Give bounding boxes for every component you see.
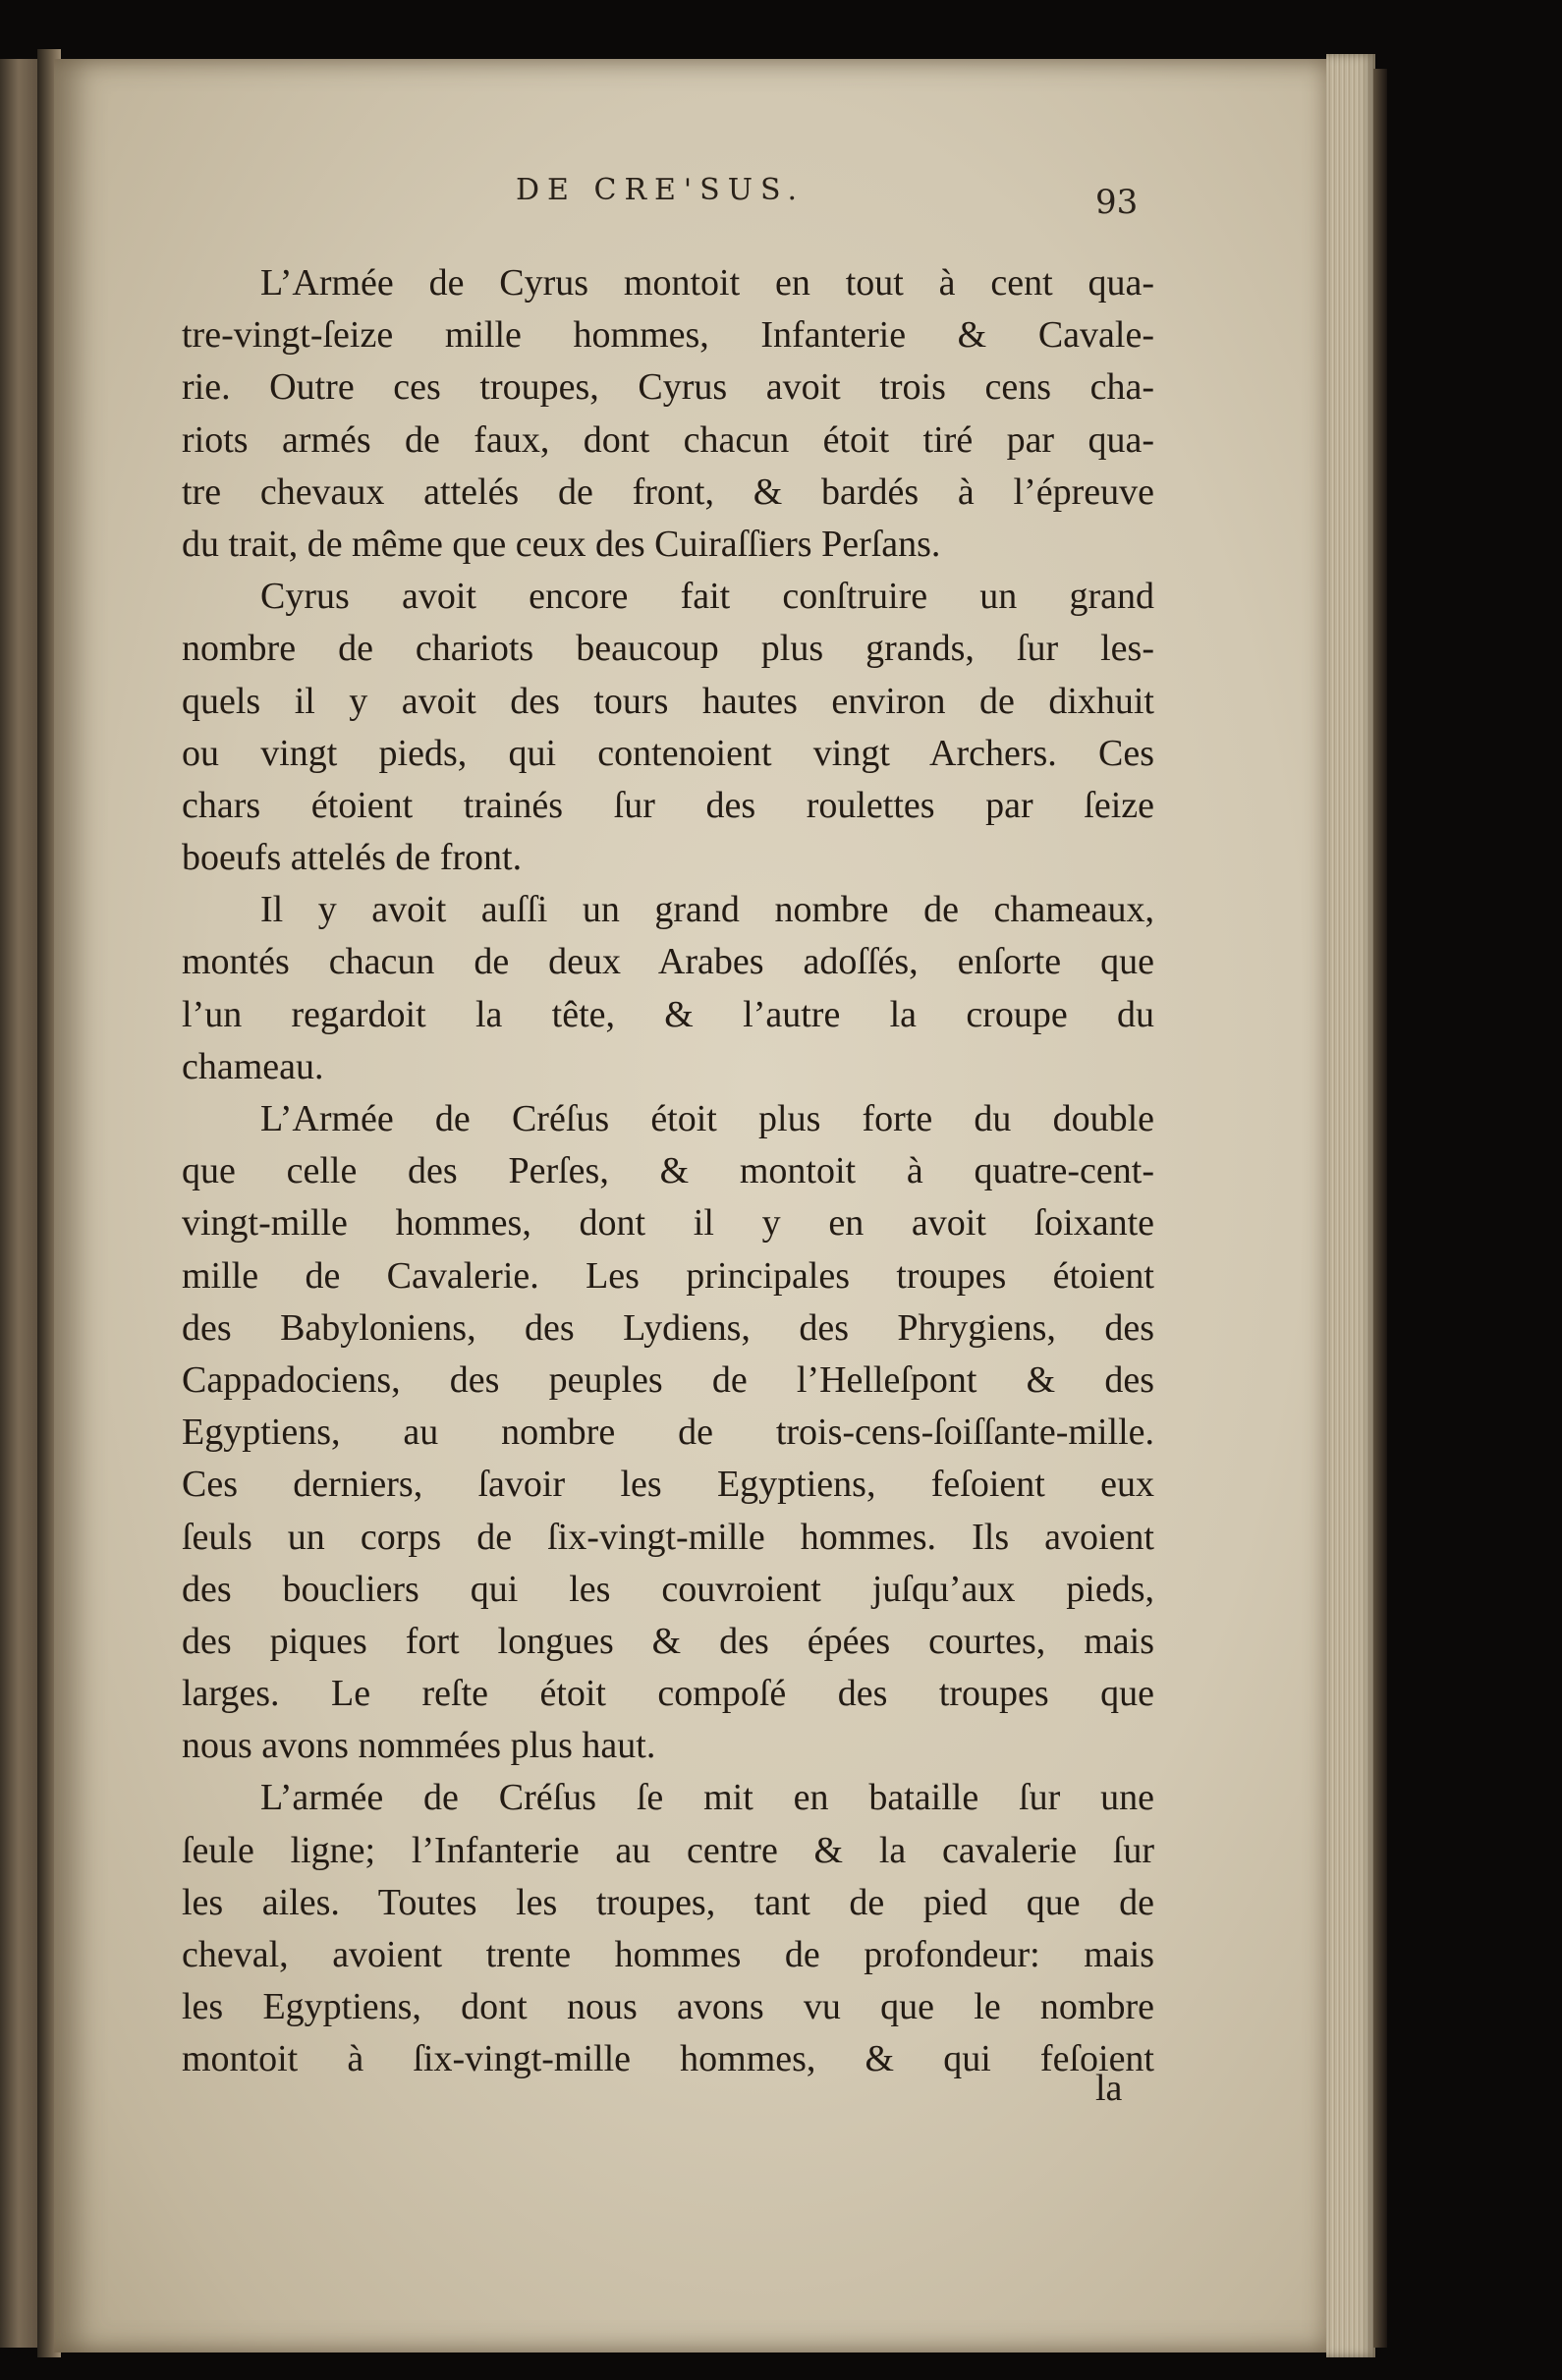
text-line: rie. Outre ces troupes, Cyrus avoit trois cens cha- [182,366,1154,409]
text-line: que celle des Perſes, & montoit à quatre-cent- [182,1150,1154,1192]
page-edges [1326,54,1375,2357]
text-line: tre-vingt-ſeize mille hommes, Infanterie & Cavale- [182,314,1154,357]
text-line: Ces derniers, ſavoir les Egyptiens, feſoient eux [182,1464,1154,1506]
text-line: des Babyloniens, des Lydiens, des Phrygiens, des [182,1306,1154,1349]
text-line: L’Armée de Cyrus montoit en tout à cent qua- [260,262,1154,304]
text-line: l’un regardoit la tête, & l’autre la croupe du [182,993,1154,1035]
text-line: du trait, de même que ceux des Cuiraſſiers Perſans. [182,523,941,565]
text-line: larges. Le reſte étoit compoſé des troupes que [182,1673,1154,1715]
text-line: ſeuls un corps de ſix-vingt-mille hommes. Ils avoient [182,1516,1154,1558]
text-line: mille de Cavalerie. Les principales troupes étoient [182,1254,1154,1297]
text-line: chameau. [182,1045,324,1087]
running-head [182,173,1164,232]
text-line: les ailes. Toutes les troupes, tant de pied que de [182,1881,1154,1923]
text-line: L’armée de Créſus ſe mit en bataille ſur une [260,1777,1154,1819]
text-line: Egyptiens, au nombre de trois-cens-ſoiſſante-mille. [182,1411,1154,1454]
text-line: boeufs attelés de front. [182,837,523,879]
text-line: cheval, avoient trente hommes de profondeur: mais [182,1934,1154,1975]
body-text [182,257,1154,2086]
text-line: nous avons nommées plus haut. [182,1725,656,1767]
text-line: montoit à ſix-vingt-mille hommes, & qui feſoient [182,2038,1154,2080]
text-line: quels il y avoit des tours hautes environ de dixhuit [182,680,1154,722]
text-line: tre chevaux attelés de front, & bardés à l’épreuve [182,470,1154,513]
page-edge-shadow [1373,69,1387,2348]
page-number: 93 [1095,183,1139,222]
catchword: la [1095,2068,1123,2109]
text-line: riots armés de faux, dont chacun étoit tiré par qua- [182,418,1154,461]
running-title: DE CRE'SUS. [516,173,806,207]
left-page-edge [0,59,41,2348]
text-line: Il y avoit auſſi un grand nombre de chameaux, [260,889,1154,931]
text-line: L’Armée de Créſus étoit plus forte du double [260,1098,1154,1139]
text-line: vingt-mille hommes, dont il y en avoit ſoixante [182,1202,1154,1245]
text-line: Cyrus avoit encore fait conſtruire un grand [260,576,1154,618]
text-line: nombre de chariots beaucoup plus grands, ſur les- [182,628,1154,670]
text-line: montés chacun de deux Arabes adoſſés, enſorte que [182,941,1154,983]
text-line: ou vingt pieds, qui contenoient vingt Archers. Ces [182,732,1154,774]
text-line: Cappadociens, des peuples de l’Helleſpont & des [182,1358,1154,1401]
text-line: des boucliers qui les couvroient juſqu’aux pieds, [182,1568,1154,1610]
text-line: ſeule ligne; l’Infanterie au centre & la cavalerie ſur [182,1829,1154,1871]
text-line: les Egyptiens, dont nous avons vu que le nombre [182,1986,1154,2028]
text-line: des piques fort longues & des épées courtes, mais [182,1620,1154,1662]
text-line: chars étoient trainés ſur des roulettes par ſeize [182,784,1154,826]
